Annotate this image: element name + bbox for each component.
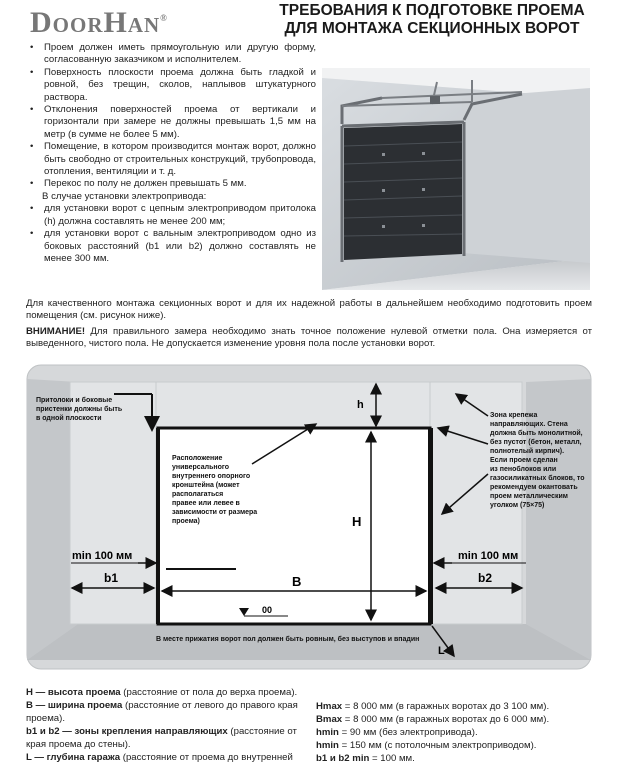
requirement-item: • Помещение, в котором производится монтаж ворот, должно быть свободно от строительных конструкций, трубопровода, отопления, вентиляции и т. д. bbox=[26, 141, 316, 178]
svg-text:Притолоки и боковые: Притолоки и боковые bbox=[36, 397, 113, 404]
label-h: h bbox=[357, 399, 364, 411]
legend-right bbox=[316, 700, 596, 765]
brand-logo: DoorHan® bbox=[30, 6, 168, 39]
svg-text:рекомендуем окантовать: рекомендуем окантовать bbox=[490, 484, 578, 491]
label-B: B bbox=[292, 574, 302, 589]
svg-text:направляющих. Стена: направляющих. Стена bbox=[490, 421, 568, 428]
legend-left bbox=[26, 686, 308, 764]
legend-item: B — ширина проема (расстояние от левого до правого края проема). bbox=[26, 700, 298, 724]
garage-door-photo bbox=[322, 68, 590, 290]
svg-text:в одной плоскости: в одной плоскости bbox=[36, 415, 102, 422]
svg-text:кронштейна (может: кронштейна (может bbox=[172, 482, 240, 489]
opening-diagram bbox=[26, 364, 592, 670]
legend-item: L — глубина гаража (расстояние от проема до внутренней bbox=[26, 752, 293, 763]
label-b2: b2 bbox=[478, 571, 493, 585]
requirement-item: • Перекос по полу не должен превышать 5 мм. bbox=[26, 178, 316, 190]
svg-text:без пустот (бетон, металл,: без пустот (бетон, металл, bbox=[490, 439, 582, 446]
requirements-list bbox=[26, 42, 316, 265]
svg-text:универсального: универсального bbox=[172, 464, 230, 471]
svg-text:пристенки должны быть: пристенки должны быть bbox=[36, 406, 123, 413]
legend-item: hmin = 90 мм (без электропривода). bbox=[316, 727, 478, 738]
svg-text:располагаться: располагаться bbox=[172, 491, 224, 498]
svg-text:Если проем сделан: Если проем сделан bbox=[490, 457, 558, 464]
label-zero: 00 bbox=[262, 605, 273, 615]
label-min-right: min 100 мм bbox=[458, 550, 519, 562]
intro-paragraph: Для качественного монтажа секционных ворот и для их надежной работы в дальнейшем необходимо подготовить проем помещения (см. рисунок ниже). bbox=[26, 298, 592, 322]
legend-item: hmin = 150 мм (с потолочным электроприводом). bbox=[316, 740, 537, 751]
requirement-item: • Поверхность плоскости проема должна быть гладкой и ровной, без трещин, сколов, наплывов штукатурного раствора. bbox=[26, 67, 316, 104]
svg-text:правее или левее в: правее или левее в bbox=[172, 500, 240, 507]
svg-text:полнотелый кирпич).: полнотелый кирпич). bbox=[490, 448, 565, 455]
svg-text:газосиликатных блоков, то: газосиликатных блоков, то bbox=[490, 475, 585, 482]
legend-item: b1 и b2 min = 100 мм. bbox=[316, 753, 415, 764]
label-H: H bbox=[352, 514, 362, 529]
svg-text:внутреннего опорного: внутреннего опорного bbox=[172, 473, 251, 480]
svg-text:из пеноблоков или: из пеноблоков или bbox=[490, 466, 557, 473]
electric-intro: В случае установки электропривода: bbox=[42, 190, 207, 202]
requirement-item: • Проем должен иметь прямоугольную или другую форму, согласованную заказчиком и исполнителем. bbox=[26, 42, 316, 67]
svg-text:должна быть монолитной,: должна быть монолитной, bbox=[490, 430, 583, 437]
label-b1: b1 bbox=[104, 571, 119, 585]
page-title bbox=[272, 2, 592, 38]
title-line-1: ТРЕБОВАНИЯ К ПОДГОТОВКЕ ПРОЕМА bbox=[279, 2, 585, 19]
warning-text: Для правильного замера необходимо знать точное положение нулевой отметки пола. Она измеряется от выведенного, чистого пола. Не допускается изменение уровня пола после установки ворот. bbox=[26, 326, 592, 350]
svg-text:Расположение: Расположение bbox=[172, 455, 223, 462]
warning-label: ВНИМАНИЕ! bbox=[26, 326, 86, 337]
svg-text:зависимости от размера: зависимости от размера bbox=[172, 509, 258, 516]
legend-item: Hmax = 8 000 мм (в гаражных воротах до 3 100 мм). bbox=[316, 701, 550, 712]
warning-paragraph bbox=[26, 326, 592, 351]
legend-item: H — высота проема (расстояние от пола до верха проема). bbox=[26, 687, 298, 698]
electric-item: • для установки ворот с вальным электроприводом одно из боковых расстояний (b1 или b2) должно составлять не менее 300 мм. bbox=[26, 228, 316, 265]
label-L: L bbox=[438, 645, 445, 657]
legend-item: b1 и b2 — зоны крепления направляющих (расстояние от края проема до стены). bbox=[26, 726, 297, 750]
svg-text:проем металлическим: проем металлическим bbox=[490, 493, 568, 500]
legend-item: Bmax = 8 000 мм (в гаражных воротах до 6 000 мм). bbox=[316, 714, 550, 725]
electric-item: • для установки ворот с цепным электроприводом притолока (h) должна составлять не менее 200 мм; bbox=[26, 203, 316, 228]
svg-text:Зона крепежа: Зона крепежа bbox=[490, 412, 538, 419]
requirement-item: • Отклонения поверхностей проема от вертикали и горизонтали при замере не должны превышать 1,5 мм на метр (в сумме не более 5 мм). bbox=[26, 104, 316, 141]
note-floor: В месте прижатия ворот пол должен быть ровным, без выступов и впадин bbox=[156, 636, 420, 643]
title-line-2: ДЛЯ МОНТАЖА СЕКЦИОННЫХ ВОРОТ bbox=[284, 20, 580, 37]
svg-text:уголком (75×75): уголком (75×75) bbox=[490, 502, 545, 509]
svg-text:проема): проема) bbox=[172, 518, 200, 525]
label-min-left: min 100 мм bbox=[72, 550, 133, 562]
